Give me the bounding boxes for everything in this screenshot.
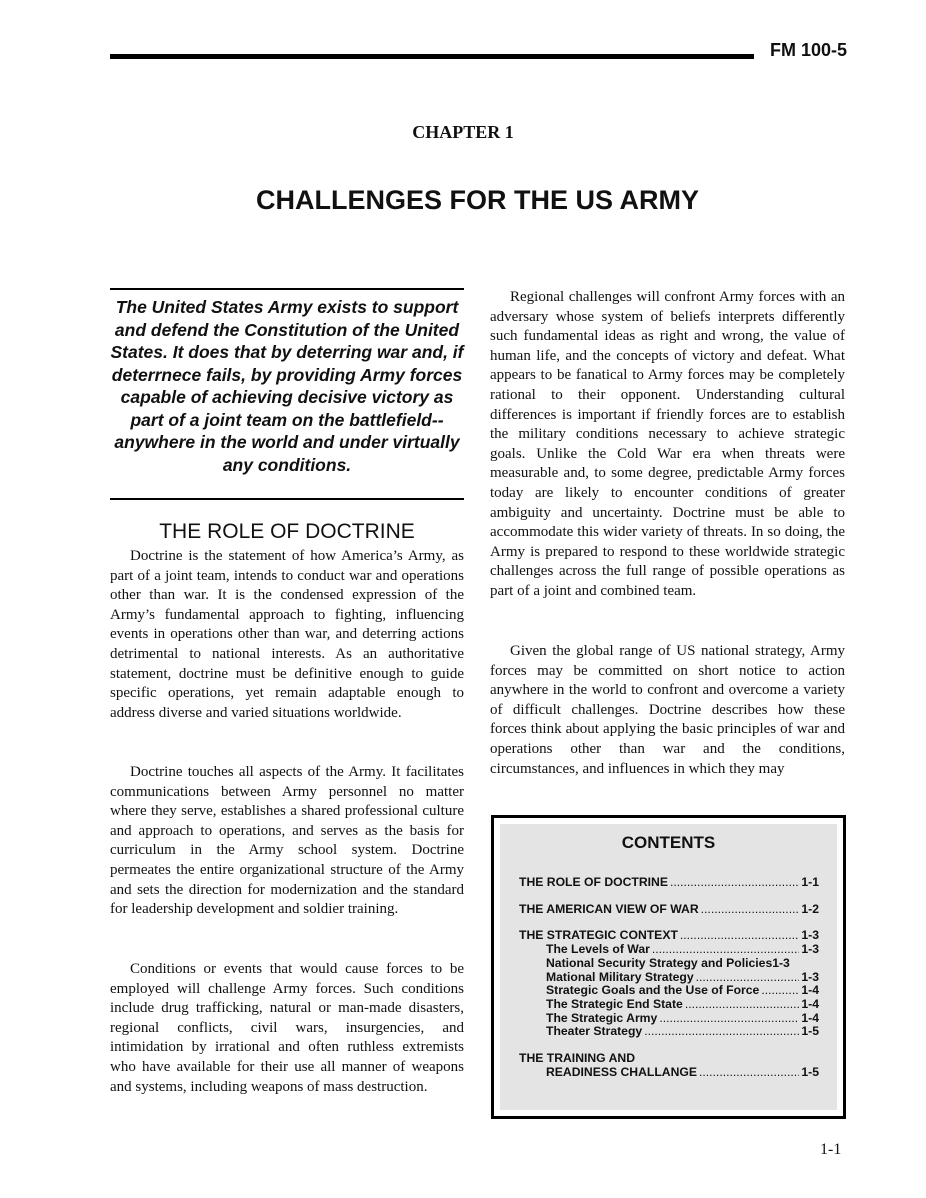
paragraph: Doctrine is the statement of how America’s Army, as part of a joint team, intends to conduct war and operations other than war. It is the condensed expression of the Army’s fundamental approach to fighting, influencing events in operations other than war, and deterring actions detrimental to national interests. As an authoritative statement, doctrine must be definitive enough to guide specific operations, yet remain adaptable enough to address diverse and varied situations worldwide. — [110, 548, 464, 721]
toc-entry[interactable]: Strategic Goals and the Use of Force ..... 1-4 — [519, 984, 819, 998]
mission-rule-bottom — [110, 498, 464, 500]
paragraph: Doctrine touches all aspects of the Army. It facilitates communications between Army personnel no matter where they serve, establishes a shared professional culture and approach to operations, and serves as the basis for curriculum in the Army school system. Doctrine permeates the entire organizational structure of the Army and sets the direction for modernization and the standard for leadership development and soldier training. — [110, 764, 464, 918]
right-column — [490, 288, 845, 602]
contents-list — [519, 876, 819, 1079]
toc-entry[interactable]: Mational Military Strategy ..... 1-3 — [519, 971, 819, 985]
toc-entry[interactable]: The Strategic Army ..... 1-4 — [519, 1012, 819, 1026]
mission-statement: The United States Army exists to support and defend the Constitution of the United States. It does that by deterring war and, if deterrnece fails, by providing Army forces capable of achieving decisive victory as part of a joint team on the battlefield--anywhere in the world and under virtually any conditions. — [110, 297, 464, 475]
toc-entry[interactable]: The Strategic End State ..... 1-4 — [519, 998, 819, 1012]
toc-entry[interactable]: Theater Strategy ..... 1-5 — [519, 1025, 819, 1039]
right-column-2 — [490, 642, 845, 779]
left-column-3 — [110, 960, 464, 1097]
contents-title: CONTENTS — [621, 833, 716, 852]
toc-entry[interactable]: THE AMERICAN VIEW OF WAR ..... 1-2 — [519, 903, 819, 917]
header-rule — [110, 54, 754, 59]
left-column — [110, 547, 464, 723]
paragraph: Given the global range of US national strategy, Army forces may be committed on short notice to action anywhere in the world to confront and overcome a variety of difficult challenges. Doctrine describes how these forces think about applying the basic principles of war and operations other than war and the conditions, circumstances, and influences in which they may — [490, 643, 845, 777]
paragraph: Regional challenges will confront Army forces with an adversary whose system of beliefs interprets differently such fundamental ideas as right and wrong, the value of human life, and the concepts of victory and defeat. What appears to be fanatical to Army forces may be completely rational to their opponent. Understanding cultural differences is important if friendly forces are to establish the military conditions necessary to achieve strategic goals. Unlike the Cold War era when threats were measurable and, to some degree, predictable Army forces today are likely to encounter conditions of greater ambiguity and uncertainty. Doctrine must be able to accommodate this wider variety of threats. In so doing, the Army is prepared to respond to these worldwide strategic challenges across the full range of possible operations as part of a joint and combined team. — [490, 289, 845, 599]
toc-entry[interactable]: THE ROLE OF DOCTRINE ..... 1-1 — [519, 876, 819, 890]
paragraph: Conditions or events that would cause forces to be employed will challenge Army forces. Such conditions include drug trafficking, natural or man-made disasters, regional conflicts, civil wars, insurgencies, and intimidation by irrational and often ruthless extremists who have available for their use all manner of weapons and systems, including weapons of mass destruction. — [110, 961, 464, 1095]
page-number: 1-1 — [820, 1141, 842, 1158]
toc-entry[interactable]: THE TRAINING AND — [519, 1051, 636, 1066]
left-column-2 — [110, 763, 464, 920]
toc-entry[interactable]: THE STRATEGIC CONTEXT ..... 1-3 — [519, 929, 819, 943]
toc-entry[interactable]: The Levels of War ..... 1-3 — [519, 943, 819, 957]
contents-panel — [500, 824, 837, 1110]
mission-rule-top — [110, 288, 464, 290]
toc-entry[interactable]: READINESS CHALLANGE ..... 1-5 — [519, 1066, 819, 1080]
document-id: FM 100-5 — [770, 40, 848, 60]
toc-entry[interactable]: National Security Strategy and Policies 1-3 — [546, 955, 790, 970]
section-heading: THE ROLE OF DOCTRINE — [159, 520, 415, 543]
chapter-label: CHAPTER 1 — [412, 122, 514, 142]
contents-box — [491, 815, 846, 1119]
chapter-title: CHALLENGES FOR THE US ARMY — [255, 185, 699, 215]
